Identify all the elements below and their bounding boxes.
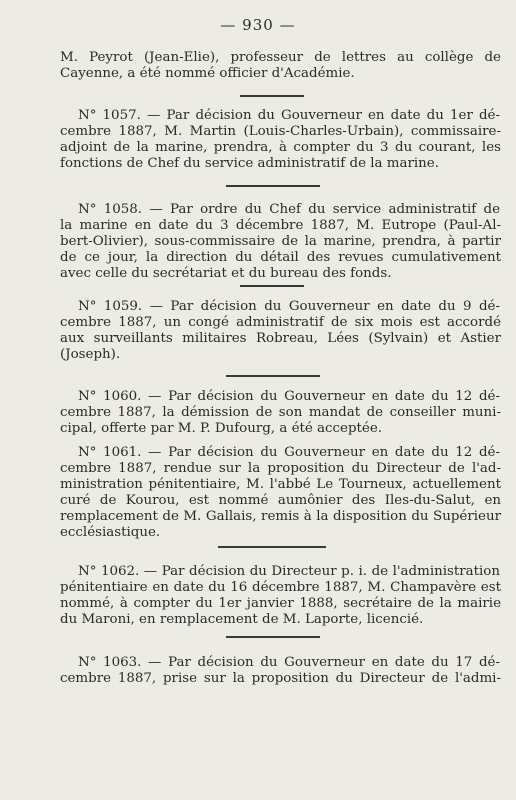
section-divider [226, 636, 320, 638]
text-line: curé de Kourou, est nommé aumônier des Iles-du-Salut, en [60, 493, 501, 508]
text-line: aux surveillants militaires Robreau, Lées (Sylvain) et Astier [60, 331, 501, 346]
text-line: cembre 1887, la démission de son mandat de conseiller muni- [60, 405, 501, 420]
section-divider [226, 185, 320, 187]
section-divider [240, 285, 304, 287]
text-line: la marine en date du 3 décembre 1887, M. Eutrope (Paul-Al- [60, 218, 501, 233]
text-line: bert-Olivier), sous-commissaire de la marine, prendra, à partir [60, 234, 501, 249]
section-divider [226, 375, 320, 377]
text-line: N° 1062. — Par décision du Directeur p. i. de l'administration [78, 564, 500, 579]
text-line: cembre 1887, rendue sur la proposition du Directeur de l'ad- [60, 461, 501, 476]
text-line: adjoint de la marine, prendra, à compter du 3 du courant, les [60, 140, 501, 155]
text-line: N° 1060. — Par décision du Gouverneur en date du 12 dé- [78, 389, 500, 404]
text-line: cembre 1887, un congé administratif de six mois est accordé [60, 315, 501, 330]
section-divider [240, 95, 304, 97]
text-line: avec celle du secrétariat et du bureau des fonds. [60, 266, 392, 281]
text-line: remplacement de M. Gallais, remis à la disposition du Supérieur [60, 509, 501, 524]
text-line: N° 1059. — Par décision du Gouverneur en date du 9 dé- [78, 299, 500, 314]
text-line: de ce jour, la direction du détail des revues cumulativement [60, 250, 501, 265]
text-line: N° 1061. — Par décision du Gouverneur en date du 12 dé- [78, 445, 500, 460]
text-line: cembre 1887, M. Martin (Louis-Charles-Urbain), commissaire- [60, 124, 501, 139]
text-line: du Maroni, en remplacement de M. Laporte, licencié. [60, 612, 424, 627]
text-line: fonctions de Chef du service administratif de la marine. [60, 156, 439, 171]
text-line: N° 1063. — Par décision du Gouverneur en date du 17 dé- [78, 655, 500, 670]
text-line: cembre 1887, prise sur la proposition du Directeur de l'admi- [60, 671, 501, 686]
page-number: — 930 — [220, 16, 296, 34]
text-line: ecclésiastique. [60, 525, 161, 540]
text-line: (Joseph). [60, 347, 121, 362]
text-line: N° 1058. — Par ordre du Chef du service administratif de [78, 202, 500, 217]
text-line: pénitentiaire en date du 16 décembre 1887, M. Champavère est [60, 580, 501, 595]
text-line: cipal, offerte par M. P. Dufourg, a été acceptée. [60, 421, 383, 436]
section-divider [218, 546, 326, 548]
text-line: M. Peyrot (Jean-Elie), professeur de lettres au collège de [60, 50, 501, 65]
text-line: Cayenne, a été nommé officier d'Académie. [60, 66, 355, 81]
text-line: nommé, à compter du 1er janvier 1888, secrétaire de la mairie [60, 596, 501, 611]
text-line: ministration pénitentiaire, M. l'abbé Le Tourneux, actuellement [60, 477, 501, 492]
text-line: N° 1057. — Par décision du Gouverneur en date du 1er dé- [78, 108, 500, 123]
